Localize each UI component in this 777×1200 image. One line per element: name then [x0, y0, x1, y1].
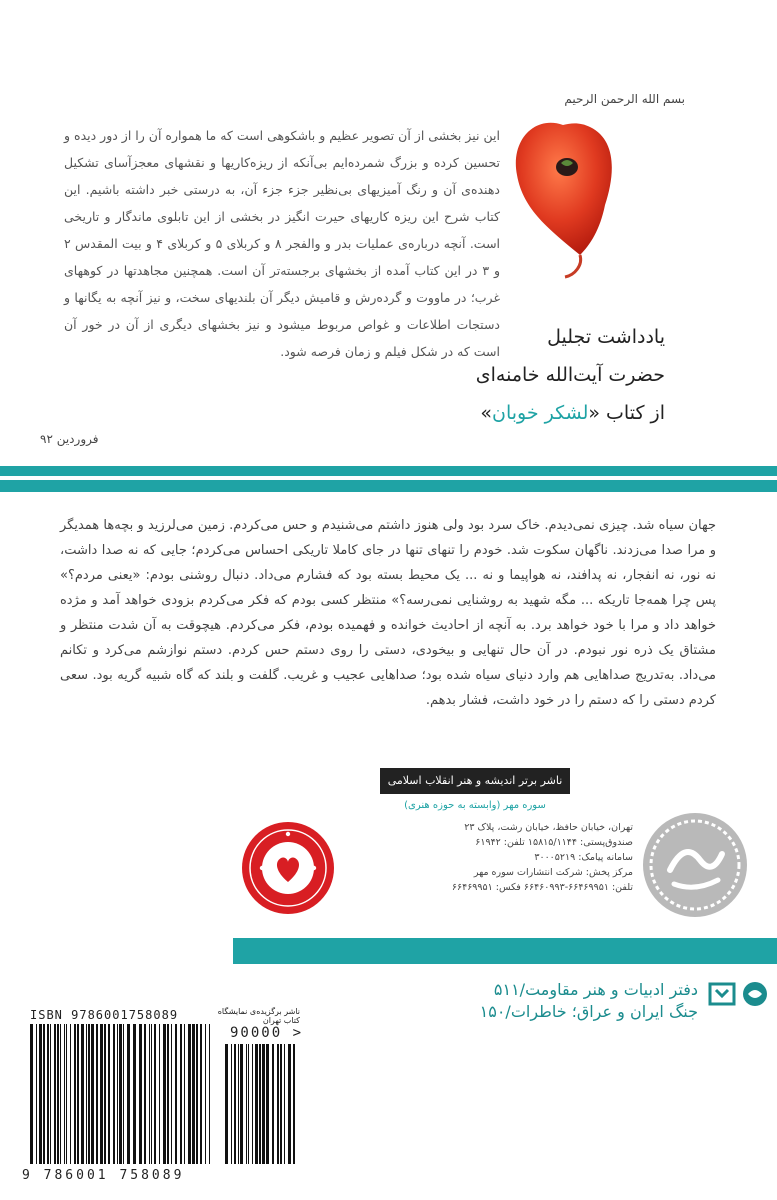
- barcode-bar: [163, 1024, 166, 1164]
- caption-suffix: »: [480, 402, 493, 424]
- barcode-bar: [188, 1024, 191, 1164]
- barcode-bar: [123, 1024, 124, 1164]
- barcode-bar: [66, 1024, 67, 1164]
- award-seal: [240, 820, 336, 916]
- barcode-bar: [192, 1024, 195, 1164]
- caption-block: [465, 318, 665, 432]
- barcode-bar: [144, 1024, 146, 1164]
- story-excerpt: جهان سیاه شد. چیزی نمی‌دیدم. خاک سرد بود ولی هنوز داشتم می‌شنیدم و حس می‌کردم. زمین می‌لرزید و بچه‌ها همدیگر و مرا صدا می‌زدند. ناگهان سکوت شد. خودم را تنهای تنها در جای کاملا تاریکی احساس می‌کردم؛ جایی که نه صدا داشت، نه نور، نه انفجار، نه پدافند، نه هواپیما و نه ... یک محیط بسته بود که فشارم می‌داد. دنبال روشنی بودم: «یعنی مردم؟» پس چرا همه‌جا تاریکه ... مگه شهید به روشنایی نمی‌رسه؟» منتظر کسی بودم که فکر می‌کردم بزودی خواهد آمد و مژده خواهد داد و مرا با خود خواهد برد. به آنچه از احادیث خوانده و فهمیده بودم، فکر می‌کردم. هیچوقت به آن شدت منتظر و مشتاق یک ذره نور نبودم. در آن حال تنهایی و بیخودی، دستی را روی دستم حس کردم. دستم نوازشم می‌کرد و تکانم می‌داد. به‌تدریج صداهایی هم وارد دنیای سیاه شده بود؛ صداهایی عجیب و غریب. گلفت و بلند که گاه شبیه گریه بود. سعی کردم دستی را که دستم را در خود داشت، فشار بدهم.: [60, 518, 716, 708]
- bismillah-heading: بسم الله الرحمن الرحیم: [564, 92, 685, 106]
- barcode-bar: [180, 1024, 182, 1164]
- publisher-mark-icon: [708, 980, 736, 1008]
- publisher-tagline-bar: ناشر برتر اندیشه و هنر انقلاب اسلامی: [380, 768, 570, 794]
- barcode-bar: [200, 1024, 202, 1164]
- barcode-bar: [255, 1044, 258, 1164]
- barcode-bar: [43, 1024, 45, 1164]
- address-line: تهران، خیابان حافظ، خیابان رشت، پلاک ۲۳: [464, 822, 633, 833]
- barcode-bar: [293, 1044, 295, 1164]
- address-line: مرکز پخش: شرکت انتشارات سوره مهر: [473, 867, 633, 878]
- barcode-bar: [277, 1044, 279, 1164]
- barcode-bar: [54, 1024, 56, 1164]
- publisher-emblem-icon: [740, 980, 770, 1008]
- barcode-bar: [127, 1024, 130, 1164]
- isbn-digits: 9 786001 758089: [22, 1168, 185, 1183]
- barcode-bar: [74, 1024, 76, 1164]
- isbn-barcode: [30, 1024, 210, 1164]
- barcode-bar: [248, 1044, 249, 1164]
- barcode-bar: [91, 1024, 94, 1164]
- publisher-logo-badge: [640, 810, 750, 920]
- poppy-heart-illustration: [505, 105, 625, 285]
- barcode-bar: [280, 1044, 282, 1164]
- barcode-bar: [139, 1024, 142, 1164]
- barcode-bar: [231, 1044, 232, 1164]
- barcode-bar: [119, 1024, 122, 1164]
- caption-line-1: یادداشت تجلیل: [547, 326, 665, 348]
- barcode-bar: [100, 1024, 103, 1164]
- series-line-1: دفتر ادبیات و هنر مقاومت/۵۱۱: [493, 980, 698, 999]
- barcode-bar: [196, 1024, 198, 1164]
- barcode-bar: [266, 1044, 269, 1164]
- barcode-bar: [167, 1024, 169, 1164]
- barcode-bar: [171, 1024, 172, 1164]
- barcode-bar: [234, 1044, 236, 1164]
- address-line: سامانه پیامک: ۳۰۰۰۵۲۱۹: [534, 852, 633, 863]
- date-label: فروردین ۹۲: [40, 432, 99, 446]
- barcode-bar: [47, 1024, 49, 1164]
- barcode-bar: [117, 1024, 118, 1164]
- barcode-bar: [154, 1024, 156, 1164]
- barcode-bar: [151, 1024, 152, 1164]
- series-small-note: ناشر برگزیده‌ی نمایشگاه کتاب تهران: [217, 1007, 300, 1025]
- addon-barcode: [225, 1044, 297, 1164]
- barcode-addon-code: 90000 >: [230, 1025, 304, 1041]
- barcode-bar: [104, 1024, 106, 1164]
- barcode-bar: [240, 1044, 243, 1164]
- barcode-bar: [209, 1024, 210, 1164]
- barcode-bar: [225, 1044, 228, 1164]
- series-line-2: جنگ ایران و عراق؛ خاطرات/۱۵۰: [479, 1002, 698, 1021]
- teal-footer-band: [233, 938, 777, 964]
- barcode-bar: [184, 1024, 185, 1164]
- caption-line-3: [465, 394, 665, 432]
- teal-divider-stripe: [0, 476, 777, 480]
- caption-line-2: حضرت آیت‌الله خامنه‌ای: [475, 364, 665, 386]
- publisher-affiliation: سوره مهر (وابسته به حوزه هنری): [404, 800, 546, 811]
- barcode-bar: [113, 1024, 115, 1164]
- barcode-bar: [96, 1024, 98, 1164]
- barcode-bar: [252, 1044, 253, 1164]
- barcode-bar: [88, 1024, 90, 1164]
- barcode-bar: [288, 1044, 291, 1164]
- barcode-bar: [262, 1044, 265, 1164]
- barcode-bar: [159, 1024, 160, 1164]
- barcode-bar: [64, 1024, 65, 1164]
- publisher-address: [383, 820, 633, 895]
- barcode-bar: [86, 1024, 87, 1164]
- barcode-bar: [39, 1024, 42, 1164]
- barcode-bar: [133, 1024, 136, 1164]
- barcode-bar: [272, 1044, 274, 1164]
- isbn-label: ISBN 9786001758089: [30, 1008, 179, 1022]
- barcode-bar: [238, 1044, 239, 1164]
- barcode-bar: [50, 1024, 51, 1164]
- address-line: تلفن: ۶۶۴۶۹۹۵۱-۶۶۴۶۰۹۹۳ فکس: ۶۶۴۶۹۹۵۱: [451, 882, 633, 893]
- barcode-bar: [205, 1024, 206, 1164]
- barcode-bar: [70, 1024, 71, 1164]
- teal-divider-band: [0, 466, 777, 492]
- intro-paragraph: این نیز بخشی از آن تصویر عظیم و باشکوهی است که ما همواره آن را از دور دیده و تحسین کرده و بزرگ شمرده‌ایم بی‌آنکه از ریزه‌کاریها و نقشهای معجزآسای تشکیل دهنده‌ی آن و رنگ آمیزیهای بی‌نظیر جزء جزء آن، به درستی خبر داشته باشیم. این کتاب شرح این ریزه کاریهای حیرت انگیز در بخشی از این تابلوی ماندگار و تاریخی است. آنچه درباره‌ی عملیات بدر و والفجر ۸ و کربلای ۵ و کربلای ۴ و بیت المقدس ۲ و ۳ در این کتاب آمده از بخشهای برجسته‌تر آن است. همچنین مجاهدتها در کوههای غرب؛ در ماووت و گرده‌رش و قامیش دیگر آن بلندیهای سخت، و نیز آنچه به یگانها و دستجات اطلاعات و غواص مربوط میشود و نیز بخشهای دیگری از آن در خور آن است که در شکل فیلم و زمان فرصه شود.: [64, 128, 501, 359]
- barcode-bar: [284, 1044, 285, 1164]
- barcode-bar: [108, 1024, 110, 1164]
- barcode-bar: [60, 1024, 61, 1164]
- barcode-bar: [259, 1044, 261, 1164]
- book-title: لشکر خوبان: [492, 402, 589, 424]
- caption-prefix: از کتاب «: [588, 402, 665, 424]
- barcode-bar: [246, 1044, 247, 1164]
- barcode-bar: [149, 1024, 150, 1164]
- barcode-bar: [30, 1024, 33, 1164]
- barcode-bar: [77, 1024, 79, 1164]
- address-line: صندوق‌پستی: ۱۵۸۱۵/۱۱۴۴ تلفن: ۶۱۹۴۲: [475, 837, 633, 848]
- barcode-bar: [36, 1024, 37, 1164]
- barcode-bar: [57, 1024, 59, 1164]
- barcode-bar: [81, 1024, 84, 1164]
- barcode-bar: [175, 1024, 177, 1164]
